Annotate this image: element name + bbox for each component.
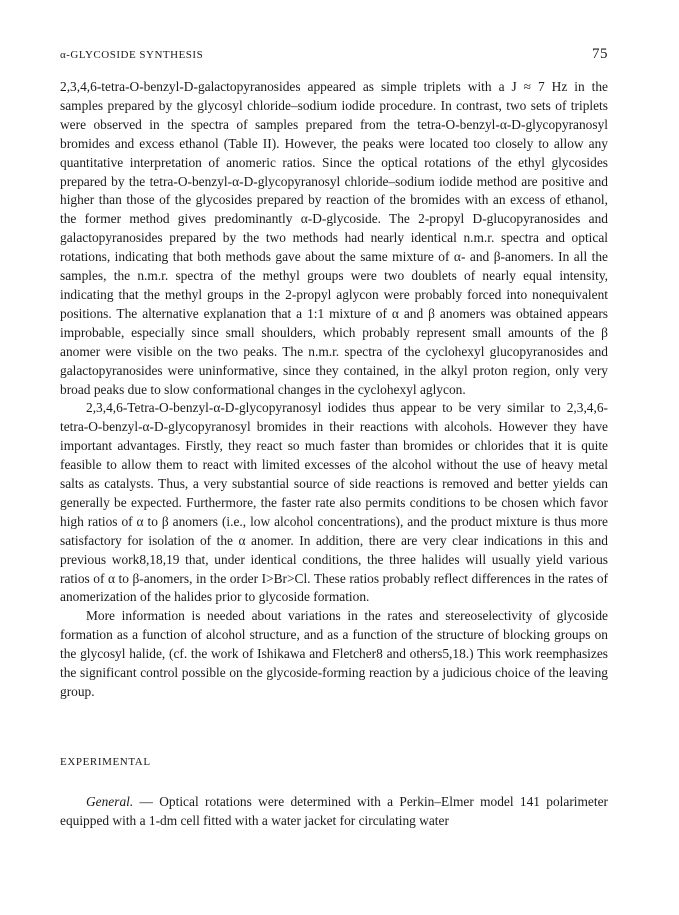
general-body: — Optical rotations were determined with a Perkin–Elmer model 141 polarimeter equipped with a 1-dm cell fitted with a water jacket for circulating water	[60, 794, 608, 828]
page-number: 75	[592, 46, 608, 62]
paragraph-general	[60, 793, 608, 831]
general-lead: General.	[86, 794, 134, 809]
running-head	[60, 46, 608, 64]
running-title: α-GLYCOSIDE SYNTHESIS	[60, 49, 204, 61]
paragraph-continued: 2,3,4,6-tetra-O-benzyl-D-galactopyranosides appeared as simple triplets with a J ≈ 7 Hz in the samples prepared by the glycosyl chloride–sodium iodide procedure. In contrast, two sets of triplets were observed in the spectra of samples prepared from the tetra-O-benzyl-α-D-glycopyranosyl bromides and excess ethanol (Table II). However, the peaks were located too closely to allow any quantitative interpretation of anomeric ratios. Since the optical rotations of the ethyl glycosides prepared by the tetra-O-benzyl-α-D-glycopyranosyl chloride–sodium iodide method are positive and higher than those of the glycosides prepared by reaction of the bromides with an excess of ethanol, the former method gives predominantly α-D-glycoside. The 2-propyl D-glucopyranosides and galactopyranosides prepared by the two methods had nearly identical n.m.r. spectra and optical rotations, indicating that both methods gave about the same mixture of α- and β-anomers. In all the samples, the n.m.r. spectra of the methyl groups were two doublets of nearly equal intensity, indicating that the methyl groups in the 2-propyl aglycon were probably forced into nonequivalent positions. The alternative explanation that a 1:1 mixture of α and β anomers was obtained appears improbable, especially since small shoulders, which probably represent small amounts of the β anomer were visible on the two peaks. The n.m.r. spectra of the cyclohexyl glucopyranosides and galactopyranosides were uninformative, since they contained, in the alkyl proton region, only very broad peaks due to slow conformational changes in the cyclohexyl aglycon.	[60, 79, 608, 397]
paragraph-more-information: More information is needed about variations in the rates and stereoselectivity of glycoside formation as a function of alcohol structure, and as a function of the structure of blocking groups on the glycosyl halide, (cf. the work of Ishikawa and Fletcher8 and others5,18.) This work reemphasizes the significant control possible on the glycoside-forming reaction by a judicious choice of the leaving group.	[60, 608, 608, 699]
body-text	[60, 78, 608, 702]
paragraph-iodides: 2,3,4,6-Tetra-O-benzyl-α-D-glycopyranosyl iodides thus appear to be very similar to 2,3,4,6-tetra-O-benzyl-α-D-glycopyranosyl bromides in their reactions with alcohols. However they have important advantages. Firstly, they react so much faster than bromides or chlorides that it is quite feasible to allow them to react with limited excesses of the alcohol without the use of heavy metal salts as catalysts. Thus, a very substantial source of side reactions is removed and better yields can generally be expected. Furthermore, the faster rate also permits conditions to be chosen which favor high ratios of α to β anomers (i.e., low alcohol concentrations), and the product mixture is thus more satisfactory for isolation of the α anomer. In addition, there are very clear indications in this and previous work8,18,19 that, under identical conditions, the three halides will usually yield various ratios of α to β-anomers, in the order I>Br>Cl. These ratios probably reflect differences in the rates of anomerization of the halides prior to glycoside formation.	[60, 400, 608, 605]
experimental-text	[60, 793, 608, 831]
section-heading: EXPERIMENTAL	[60, 756, 151, 768]
